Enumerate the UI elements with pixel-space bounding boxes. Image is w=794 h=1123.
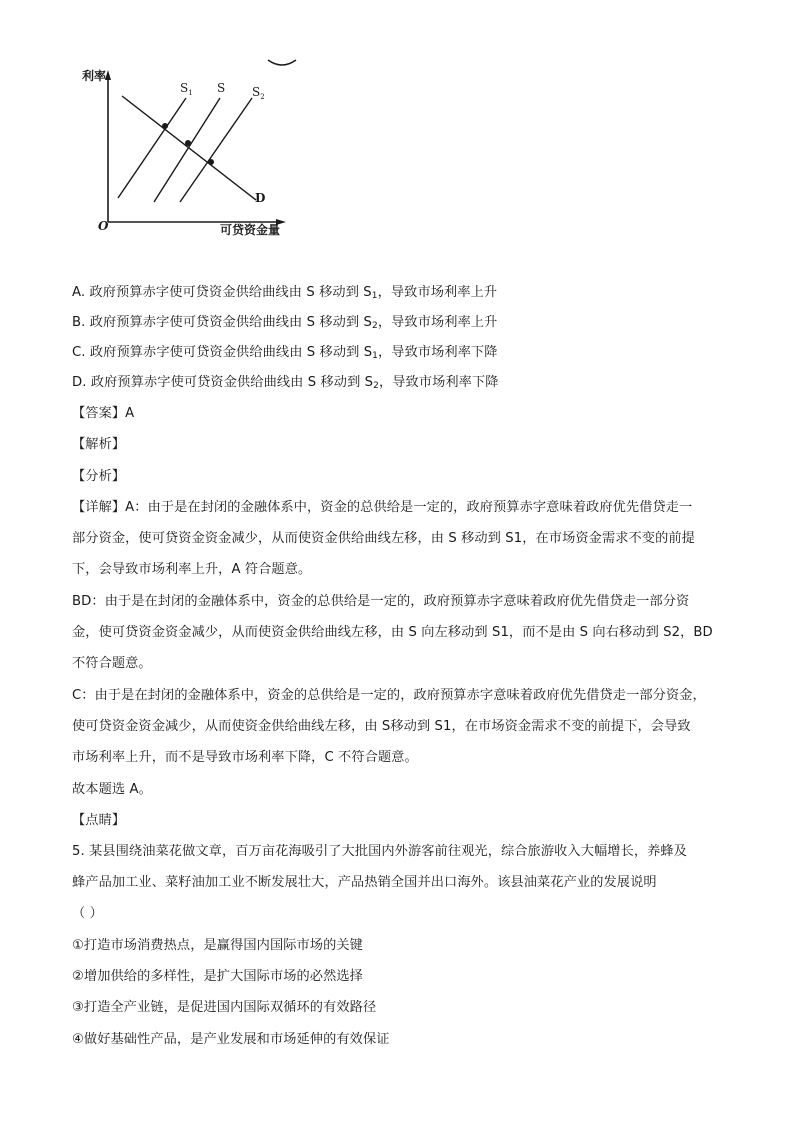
s2-label-main: S [252, 85, 261, 99]
question5-item-1: ①打造市场消费热点，是赢得国内国际市场的关键 [72, 938, 363, 953]
detail-p3-line3: 市场利率上升，而不是导致市场利率下降，C 不符合题意。 [72, 750, 418, 765]
fenxi-heading: 【分析】 [72, 469, 126, 484]
analysis-heading: 【解析】 [72, 437, 126, 452]
cropped-arc-decoration [268, 60, 296, 65]
detail-p2-line2: 金，使可贷资金资金减少，从而使资金供给曲线左移，由 S 向左移动到 S1，而不是由 S 向右移动到 S2，BD [72, 625, 713, 640]
equilibrium-point-s [185, 140, 191, 146]
detail-p1-line2: 部分资金，使可贷资金资金减少，从而使资金供给曲线左移，由 S 移动到 S1，在市场资金需求不变的前提 [72, 531, 695, 546]
question5-line1: 5. 某县围绕油菜花做文章，百万亩花海吸引了大批国内外游客前往观光，综合旅游收入大幅增长，养蜂及 [72, 844, 688, 859]
detail-p2-line1: BD：由于是在封闭的金融体系中，资金的总供给是一定的，政府预算赤字意味着政府优先借贷走一部分资 [72, 594, 690, 609]
origin-label: O [98, 219, 109, 233]
detail-p1-line1: 【详解】A：由于是在封闭的金融体系中，资金的总供给是一定的，政府预算赤字意味着政府优先借贷走一 [72, 500, 693, 515]
option-c: C. 政府预算赤字使可贷资金供给曲线由 S 移动到 $S_1$，导致市场利率下降 [72, 345, 498, 361]
detail-p2-line3: 不符合题意。 [72, 656, 152, 671]
detail-conclusion: 故本题选 A。 [72, 782, 152, 797]
answer [72, 404, 134, 424]
equilibrium-point-s1 [162, 123, 168, 129]
s2-label-sub: 2 [260, 93, 265, 101]
loanable-funds-chart [70, 48, 310, 248]
s2-label [252, 85, 265, 101]
demand-curve-d [122, 96, 256, 200]
equilibrium-point-s2 [208, 159, 214, 165]
option-a: A. 政府预算赤字使可贷资金供给曲线由 S 移动到 $S_1$，导致市场利率上升 [72, 285, 498, 301]
option-d: D. 政府预算赤字使可贷资金供给曲线由 S 移动到 $S_2$，导致市场利率下降 [72, 375, 499, 391]
option-b: B. 政府预算赤字使可贷资金供给曲线由 S 移动到 $S_2$，导致市场利率上升 [72, 315, 498, 331]
question5-item-2: ②增加供给的多样性，是扩大国际市场的必然选择 [72, 969, 363, 984]
question5-line2: 蜂产品加工业、菜籽油加工业不断发展壮大，产品热销全国并出口海外。该县油菜花产业的发展说明 [72, 875, 657, 890]
detail-label: 【详解】 [72, 500, 126, 515]
question5-item-3: ③打造全产业链，是促进国内国际双循环的有效路径 [72, 1000, 377, 1015]
answer-value: A [125, 406, 135, 421]
supply-curve-s1 [118, 98, 186, 198]
question5-item-4: ④做好基础性产品，是产业发展和市场延伸的有效保证 [72, 1032, 390, 1047]
detail-p3-line2: 使可贷资金资金减少，从而使资金供给曲线左移，由 S移动到 S1，在市场资金需求不变的前提下，会导致 [72, 719, 691, 734]
s1-label-sub: 1 [188, 89, 193, 97]
answer-label: 【答案】 [72, 406, 126, 421]
s-label: S [217, 81, 226, 95]
s1-label-main: S [180, 81, 189, 95]
detail-p3-line1: C：由于是在封闭的金融体系中，资金的总供给是一定的，政府预算赤字意味着政府优先借贷走一部分资金， [72, 688, 706, 703]
detail-p1-line3: 下，会导致市场利率上升，A 符合题意。 [72, 562, 312, 577]
question5-line3: （ ） [72, 906, 103, 921]
y-axis-label: 利率 [82, 69, 107, 83]
supply-curve-s [154, 98, 220, 202]
d-label: D [255, 191, 266, 205]
x-axis-label: 可贷资金量 [220, 223, 281, 237]
dianjing-heading: 【点睛】 [72, 813, 126, 828]
s1-label [180, 81, 193, 97]
